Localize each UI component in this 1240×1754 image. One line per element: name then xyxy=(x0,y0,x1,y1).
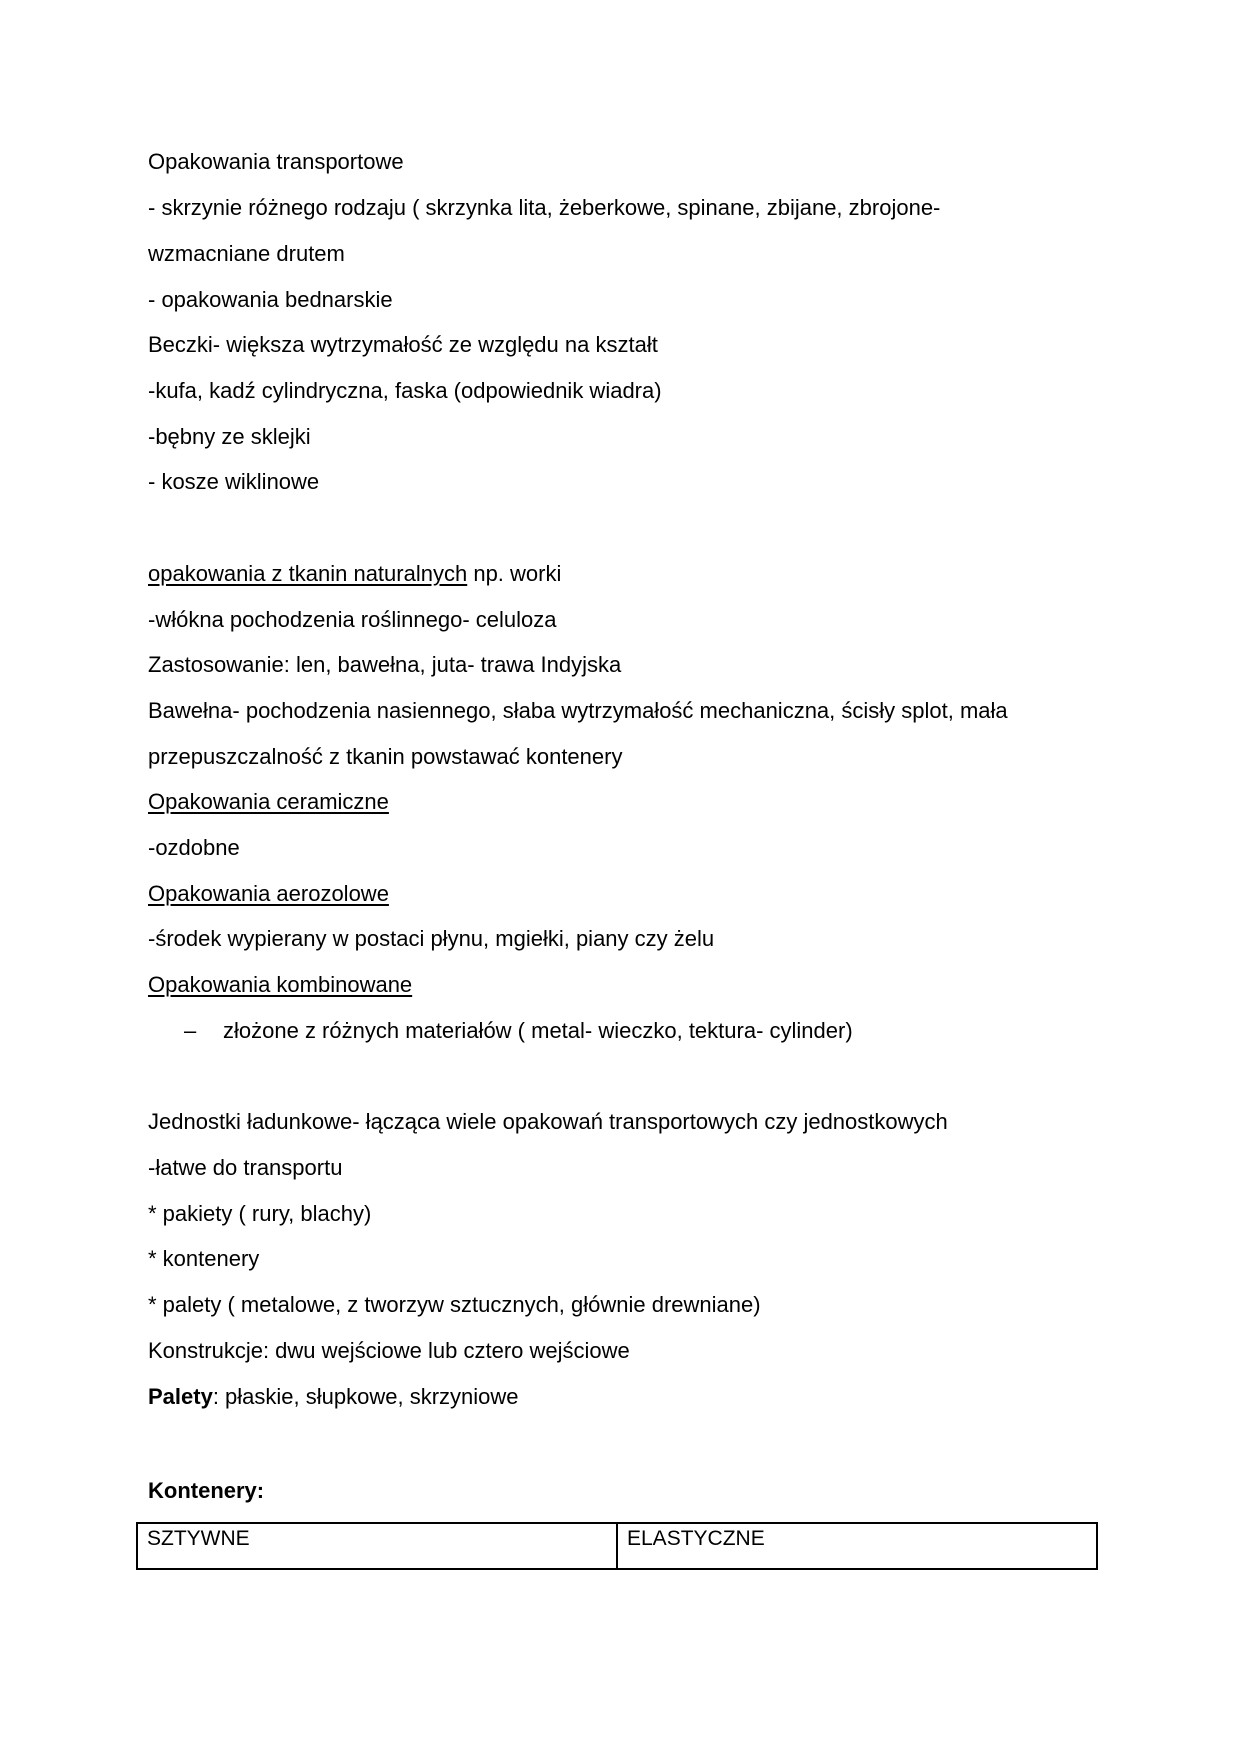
text-line: -łatwe do transportu xyxy=(148,1155,343,1180)
text-line: -bębny ze sklejki xyxy=(148,424,311,449)
heading-ceramic-packaging: Opakowania ceramiczne xyxy=(148,789,389,814)
containers-table xyxy=(136,1522,1098,1570)
text-line: -środek wypierany w postaci płynu, mgiełki, piany czy żelu xyxy=(148,926,715,951)
text-line: -kufa, kadź cylindryczna, faska (odpowiednik wiadra) xyxy=(148,378,662,403)
text-line: - kosze wiklinowe xyxy=(148,469,320,494)
bullet-text: złożone z różnych materiałów ( metal- wieczko, tektura- cylinder) xyxy=(223,1018,853,1043)
text-line: wzmacniane drutem xyxy=(148,241,345,266)
text-line: Zastosowanie: len, bawełna, juta- trawa Indyjska xyxy=(148,652,622,677)
text-line: przepuszczalność z tkanin powstawać kontenery xyxy=(148,744,623,769)
text-fragment: np. worki xyxy=(467,561,562,586)
text-line: Bawełna- pochodzenia nasiennego, słaba wytrzymałość mechaniczna, ścisły splot, mała xyxy=(148,698,1008,723)
text-line: Beczki- większa wytrzymałość ze względu na kształt xyxy=(148,332,658,357)
table-cell-flexible: ELASTYCZNE xyxy=(617,1523,1097,1569)
heading-combined-packaging: Opakowania kombinowane xyxy=(148,972,413,997)
bold-label: Palety xyxy=(148,1384,213,1409)
underlined-heading: opakowania z tkanin naturalnych xyxy=(148,561,468,586)
section-natural-fabrics xyxy=(148,560,561,588)
table-row xyxy=(137,1523,1097,1569)
text-line: -ozdobne xyxy=(148,835,240,860)
text-line: Konstrukcje: dwu wejściowe lub cztero wejściowe xyxy=(148,1338,630,1363)
text-line: - opakowania bednarskie xyxy=(148,287,393,312)
list-item: * pakiety ( rury, blachy) xyxy=(148,1201,372,1226)
list-item: * palety ( metalowe, z tworzyw sztucznych, głównie drewniane) xyxy=(148,1292,761,1317)
pallets-line xyxy=(148,1383,519,1411)
table-cell-rigid: SZTYWNE xyxy=(137,1523,617,1569)
text-line: Jednostki ładunkowe- łącząca wiele opakowań transportowych czy jednostkowych xyxy=(148,1109,948,1134)
heading-transport-packaging: Opakowania transportowe xyxy=(148,149,404,174)
list-item: * kontenery xyxy=(148,1246,260,1271)
text-line: -włókna pochodzenia roślinnego- celuloza xyxy=(148,607,557,632)
text-line: - skrzynie różnego rodzaju ( skrzynka lita, żeberkowe, spinane, zbijane, zbrojone- xyxy=(148,195,941,220)
heading-containers: Kontenery: xyxy=(148,1478,265,1503)
heading-aerosol-packaging: Opakowania aerozolowe xyxy=(148,881,389,906)
dash-bullet: – xyxy=(184,1018,197,1043)
text-fragment: : płaskie, słupkowe, skrzyniowe xyxy=(212,1384,519,1409)
